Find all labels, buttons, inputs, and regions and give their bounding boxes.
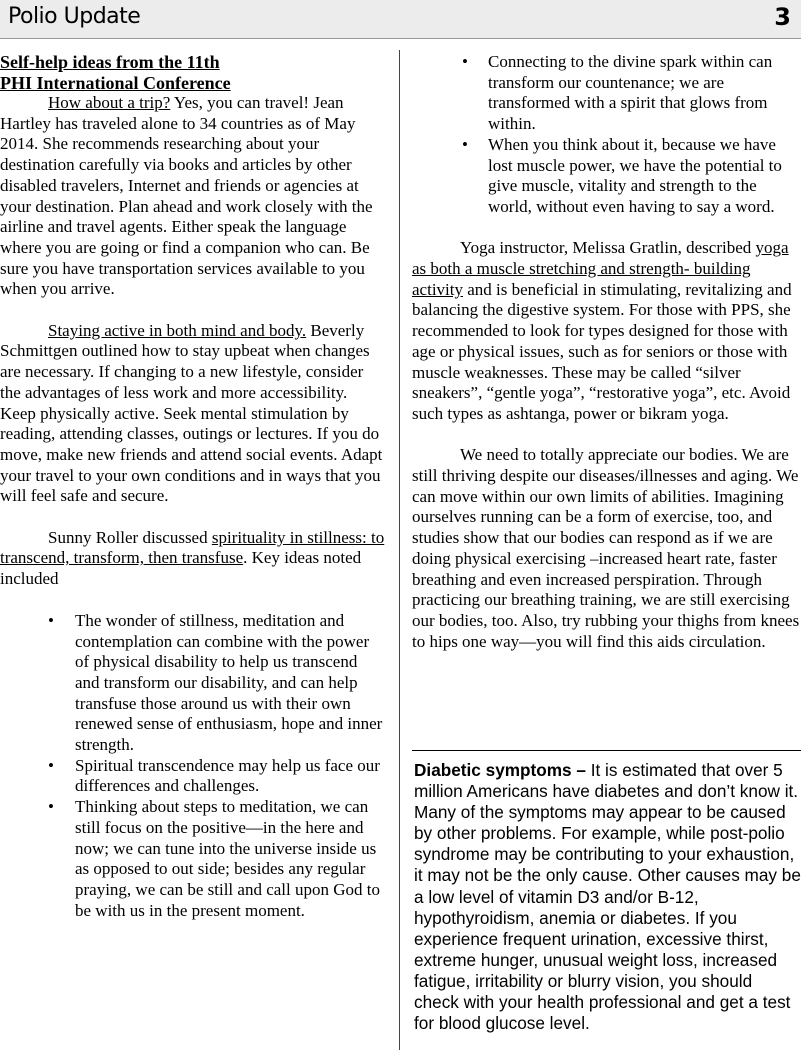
section-rule <box>412 750 801 751</box>
spacer <box>412 218 800 239</box>
right-column <box>412 52 800 652</box>
spirituality-intro: Sunny Roller discussed <box>48 527 212 547</box>
headline-line-2: PHI International Conference <box>0 72 231 93</box>
spirituality-topic: spirituality in stillness: to transcend, transform, then transfuse <box>0 527 385 568</box>
key-ideas-list-continued <box>412 52 800 218</box>
bodies-paragraph: We need to totally appreciate our bodies. We are still thriving despite our diseases/illnesses and aging. We can move within our own limits of abilities. Imagining ourselves running can be a form of exercise, too, and studies show that our bodies can respond as if we are doing physical exercising –increased heart rate, faster breathing and even increased perspiration. Through practicing our breathing training, we are still exercising our bodies, too. Also, try rubbing your thighs from knees to hips one way—you will find this aids circulation. <box>412 445 800 651</box>
headline-line-1: Self-help ideas from the 11th <box>0 52 220 72</box>
spirituality-paragraph <box>0 528 386 590</box>
left-column <box>0 52 386 921</box>
list-item: • The wonder of stillness, meditation and contemplation can combine with the power of physical disability to help us transcend and transform our disability, and can help transfuse those around us with their own renewed sense of enthusiasm, hope and inner strength. <box>0 611 386 756</box>
page-header <box>0 0 801 39</box>
list-item: • When you think about it, because we have lost muscle power, we have the potential to give muscle, vitality and strength to the world, without even having to say a word. <box>412 135 800 218</box>
diabetic-symptoms-box <box>414 760 801 1034</box>
active-text: Beverly Schmittgen outlined how to stay upbeat when changes are necessary. If changing to a new lifestyle, consider the advantages of less work and more accessibility. Keep physically active. Seek mental stimulation by reading, attending classes, outings or lectures. If you do move, make new friends and attend social events. Adapt your travel to your own conditions and in ways that you will feel safe and secure. <box>0 320 383 506</box>
article-headline <box>0 52 386 93</box>
newsletter-title: Polio Update <box>8 4 141 29</box>
yoga-paragraph <box>412 238 800 424</box>
spirituality-outro: . Key ideas noted included <box>0 548 362 589</box>
list-item: • Connecting to the divine spark within can transform our countenance; we are transformed with a spirit that glows from within. <box>412 52 800 135</box>
spacer <box>0 590 386 611</box>
active-paragraph <box>0 321 386 507</box>
yoga-topic: yoga as both a muscle stretching and strength- building activity <box>412 238 789 299</box>
yoga-text: and is beneficial in stimulating, revitalizing and balancing the digestive system. For those with PPS, she recommended to look for types designed for those with age or physical issues, such as for seniors or those with muscle weaknesses. These may be called “silver sneakers”, “gentle yoga”, “restorative yoga”, etc. Avoid such types as ashtanga, power or bikram yoga. <box>412 279 792 423</box>
list-item: • Spiritual transcendence may help us face our differences and challenges. <box>0 756 386 797</box>
diabetic-text: It is estimated that over 5 million Americans have diabetes and don’t know it. Many of the symptoms may appear to be caused by other problems. For example, while post-polio syndrome may be contributing to your exhaustion, it may not be the only cause. Other causes may be a low level of vitamin D3 and/or B-12, hypothyroidism, anemia or diabetes. If you experience frequent urination, excessive thirst, extreme hunger, unusual weight loss, increased fatigue, irritability or blurry vision, you should check with your health professional and get a test for blood glucose level. <box>414 760 801 1034</box>
column-divider <box>399 50 400 1050</box>
key-ideas-list <box>0 611 386 922</box>
spacer <box>412 425 800 446</box>
spacer <box>0 507 386 528</box>
spacer <box>0 300 386 321</box>
active-subheading: Staying active in both mind and body. <box>48 320 307 340</box>
list-item: • Thinking about steps to meditation, we can still focus on the positive—in the here and now; we can tune into the universe inside us as opposed to out side; besides any regular praying, we can be still and call upon God to be with us in the present moment. <box>0 797 386 921</box>
travel-subheading: How about a trip? <box>48 93 171 112</box>
travel-text: Yes, you can travel! Jean Hartley has traveled alone to 34 countries as of May 2014. She recommends researching about your destination carefully via books and articles by other disabled travelers, Internet and friends or agencies at your destination. Plan ahead and work closely with the airline and travel agents. Either speak the language where you are going or find a companion who can. Be sure you have transportation services available to you when you arrive. <box>0 93 373 299</box>
diabetic-heading: Diabetic symptoms – <box>414 760 591 780</box>
travel-paragraph <box>0 93 386 300</box>
page-number: 3 <box>774 3 791 31</box>
yoga-intro: Yoga instructor, Melissa Gratlin, described <box>460 238 756 258</box>
